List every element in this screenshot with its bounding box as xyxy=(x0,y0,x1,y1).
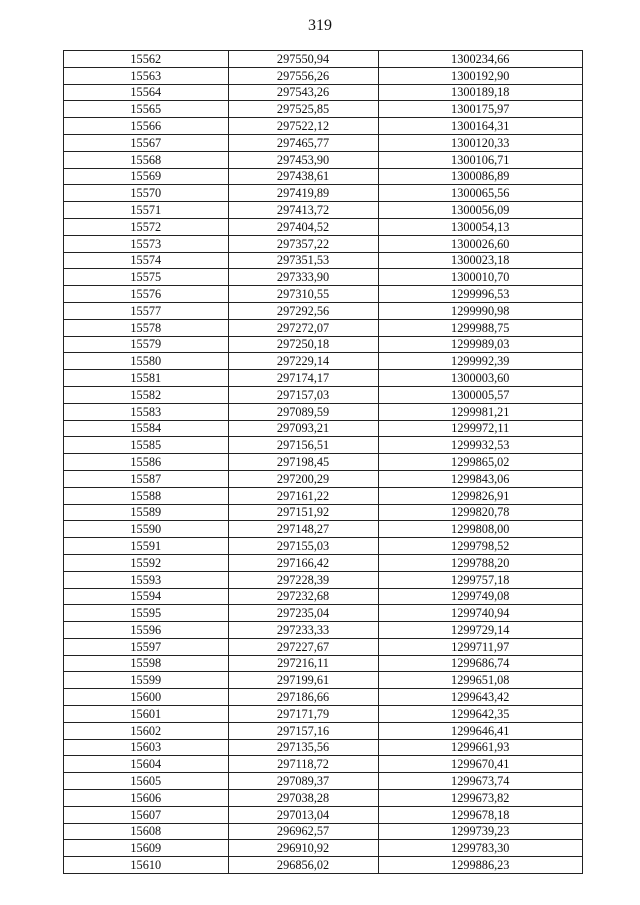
point-number-cell: 15608 xyxy=(64,823,229,840)
table-row xyxy=(64,571,583,588)
table-row xyxy=(64,739,583,756)
table-row xyxy=(64,202,583,219)
point-number-cell: 15590 xyxy=(64,521,229,538)
point-number-cell: 15594 xyxy=(64,588,229,605)
y-coordinate-cell: 1299843,06 xyxy=(378,470,582,487)
x-coordinate-cell: 297543,26 xyxy=(228,84,378,101)
table-row xyxy=(64,168,583,185)
coordinates-table-body xyxy=(64,51,583,874)
x-coordinate-cell: 297227,67 xyxy=(228,638,378,655)
table-row xyxy=(64,756,583,773)
point-number-cell: 15602 xyxy=(64,722,229,739)
table-row xyxy=(64,504,583,521)
x-coordinate-cell: 297272,07 xyxy=(228,319,378,336)
x-coordinate-cell: 297465,77 xyxy=(228,134,378,151)
y-coordinate-cell: 1299972,11 xyxy=(378,420,582,437)
y-coordinate-cell: 1299661,93 xyxy=(378,739,582,756)
y-coordinate-cell: 1299678,18 xyxy=(378,806,582,823)
y-coordinate-cell: 1300106,71 xyxy=(378,151,582,168)
y-coordinate-cell: 1299820,78 xyxy=(378,504,582,521)
point-number-cell: 15603 xyxy=(64,739,229,756)
y-coordinate-cell: 1299651,08 xyxy=(378,672,582,689)
y-coordinate-cell: 1299808,00 xyxy=(378,521,582,538)
point-number-cell: 15592 xyxy=(64,554,229,571)
x-coordinate-cell: 296856,02 xyxy=(228,857,378,874)
table-row xyxy=(64,353,583,370)
point-number-cell: 15601 xyxy=(64,706,229,723)
x-coordinate-cell: 297089,59 xyxy=(228,403,378,420)
y-coordinate-cell: 1299643,42 xyxy=(378,689,582,706)
table-row xyxy=(64,806,583,823)
y-coordinate-cell: 1299729,14 xyxy=(378,622,582,639)
x-coordinate-cell: 297038,28 xyxy=(228,790,378,807)
y-coordinate-cell: 1300175,97 xyxy=(378,101,582,118)
table-row xyxy=(64,134,583,151)
x-coordinate-cell: 297198,45 xyxy=(228,454,378,471)
table-row xyxy=(64,521,583,538)
y-coordinate-cell: 1300234,66 xyxy=(378,51,582,68)
table-row xyxy=(64,252,583,269)
y-coordinate-cell: 1299749,08 xyxy=(378,588,582,605)
y-coordinate-cell: 1300003,60 xyxy=(378,370,582,387)
table-row xyxy=(64,437,583,454)
x-coordinate-cell: 296962,57 xyxy=(228,823,378,840)
y-coordinate-cell: 1299989,03 xyxy=(378,336,582,353)
x-coordinate-cell: 297118,72 xyxy=(228,756,378,773)
y-coordinate-cell: 1300086,89 xyxy=(378,168,582,185)
x-coordinate-cell: 297556,26 xyxy=(228,67,378,84)
point-number-cell: 15574 xyxy=(64,252,229,269)
x-coordinate-cell: 297151,92 xyxy=(228,504,378,521)
table-row xyxy=(64,218,583,235)
table-row xyxy=(64,67,583,84)
x-coordinate-cell: 297351,53 xyxy=(228,252,378,269)
table-row xyxy=(64,622,583,639)
table-row xyxy=(64,840,583,857)
point-number-cell: 15604 xyxy=(64,756,229,773)
y-coordinate-cell: 1299739,23 xyxy=(378,823,582,840)
table-row xyxy=(64,336,583,353)
point-number-cell: 15607 xyxy=(64,806,229,823)
x-coordinate-cell: 297089,37 xyxy=(228,773,378,790)
point-number-cell: 15589 xyxy=(64,504,229,521)
point-number-cell: 15573 xyxy=(64,235,229,252)
x-coordinate-cell: 297156,51 xyxy=(228,437,378,454)
point-number-cell: 15587 xyxy=(64,470,229,487)
point-number-cell: 15572 xyxy=(64,218,229,235)
table-row xyxy=(64,286,583,303)
point-number-cell: 15586 xyxy=(64,454,229,471)
x-coordinate-cell: 297235,04 xyxy=(228,605,378,622)
point-number-cell: 15584 xyxy=(64,420,229,437)
table-row xyxy=(64,235,583,252)
point-number-cell: 15575 xyxy=(64,269,229,286)
point-number-cell: 15591 xyxy=(64,538,229,555)
y-coordinate-cell: 1299826,91 xyxy=(378,487,582,504)
y-coordinate-cell: 1299992,39 xyxy=(378,353,582,370)
table-row xyxy=(64,588,583,605)
point-number-cell: 15585 xyxy=(64,437,229,454)
x-coordinate-cell: 297228,39 xyxy=(228,571,378,588)
x-coordinate-cell: 297200,29 xyxy=(228,470,378,487)
y-coordinate-cell: 1299783,30 xyxy=(378,840,582,857)
x-coordinate-cell: 297174,17 xyxy=(228,370,378,387)
x-coordinate-cell: 297404,52 xyxy=(228,218,378,235)
x-coordinate-cell: 297093,21 xyxy=(228,420,378,437)
y-coordinate-cell: 1299981,21 xyxy=(378,403,582,420)
point-number-cell: 15570 xyxy=(64,185,229,202)
x-coordinate-cell: 297229,14 xyxy=(228,353,378,370)
table-row xyxy=(64,706,583,723)
table-row xyxy=(64,118,583,135)
table-row xyxy=(64,605,583,622)
x-coordinate-cell: 297186,66 xyxy=(228,689,378,706)
x-coordinate-cell: 297171,79 xyxy=(228,706,378,723)
point-number-cell: 15597 xyxy=(64,638,229,655)
point-number-cell: 15569 xyxy=(64,168,229,185)
x-coordinate-cell: 297310,55 xyxy=(228,286,378,303)
table-row xyxy=(64,538,583,555)
y-coordinate-cell: 1300065,56 xyxy=(378,185,582,202)
point-number-cell: 15600 xyxy=(64,689,229,706)
x-coordinate-cell: 297333,90 xyxy=(228,269,378,286)
x-coordinate-cell: 297413,72 xyxy=(228,202,378,219)
x-coordinate-cell: 297550,94 xyxy=(228,51,378,68)
table-row xyxy=(64,386,583,403)
y-coordinate-cell: 1299996,53 xyxy=(378,286,582,303)
y-coordinate-cell: 1299932,53 xyxy=(378,437,582,454)
y-coordinate-cell: 1299886,23 xyxy=(378,857,582,874)
x-coordinate-cell: 296910,92 xyxy=(228,840,378,857)
x-coordinate-cell: 297292,56 xyxy=(228,302,378,319)
point-number-cell: 15599 xyxy=(64,672,229,689)
y-coordinate-cell: 1299740,94 xyxy=(378,605,582,622)
y-coordinate-cell: 1299798,52 xyxy=(378,538,582,555)
y-coordinate-cell: 1300026,60 xyxy=(378,235,582,252)
table-row xyxy=(64,470,583,487)
y-coordinate-cell: 1300056,09 xyxy=(378,202,582,219)
y-coordinate-cell: 1299673,74 xyxy=(378,773,582,790)
y-coordinate-cell: 1300054,13 xyxy=(378,218,582,235)
x-coordinate-cell: 297233,33 xyxy=(228,622,378,639)
y-coordinate-cell: 1300023,18 xyxy=(378,252,582,269)
table-row xyxy=(64,420,583,437)
table-row xyxy=(64,51,583,68)
page-number: 319 xyxy=(308,17,332,34)
y-coordinate-cell: 1299988,75 xyxy=(378,319,582,336)
point-number-cell: 15593 xyxy=(64,571,229,588)
y-coordinate-cell: 1299990,98 xyxy=(378,302,582,319)
point-number-cell: 15565 xyxy=(64,101,229,118)
point-number-cell: 15567 xyxy=(64,134,229,151)
table-row xyxy=(64,101,583,118)
y-coordinate-cell: 1299788,20 xyxy=(378,554,582,571)
x-coordinate-cell: 297419,89 xyxy=(228,185,378,202)
x-coordinate-cell: 297135,56 xyxy=(228,739,378,756)
table-row xyxy=(64,857,583,874)
table-row xyxy=(64,655,583,672)
table-row xyxy=(64,370,583,387)
point-number-cell: 15598 xyxy=(64,655,229,672)
y-coordinate-cell: 1299670,41 xyxy=(378,756,582,773)
point-number-cell: 15563 xyxy=(64,67,229,84)
point-number-cell: 15580 xyxy=(64,353,229,370)
y-coordinate-cell: 1299673,82 xyxy=(378,790,582,807)
x-coordinate-cell: 297161,22 xyxy=(228,487,378,504)
y-coordinate-cell: 1299646,41 xyxy=(378,722,582,739)
y-coordinate-cell: 1299757,18 xyxy=(378,571,582,588)
point-number-cell: 15566 xyxy=(64,118,229,135)
table-row xyxy=(64,487,583,504)
y-coordinate-cell: 1300164,31 xyxy=(378,118,582,135)
x-coordinate-cell: 297199,61 xyxy=(228,672,378,689)
table-row xyxy=(64,790,583,807)
table-row xyxy=(64,638,583,655)
point-number-cell: 15583 xyxy=(64,403,229,420)
x-coordinate-cell: 297357,22 xyxy=(228,235,378,252)
table-row xyxy=(64,689,583,706)
y-coordinate-cell: 1300192,90 xyxy=(378,67,582,84)
y-coordinate-cell: 1299686,74 xyxy=(378,655,582,672)
table-row xyxy=(64,151,583,168)
point-number-cell: 15568 xyxy=(64,151,229,168)
x-coordinate-cell: 297013,04 xyxy=(228,806,378,823)
table-row xyxy=(64,185,583,202)
point-number-cell: 15595 xyxy=(64,605,229,622)
y-coordinate-cell: 1299642,35 xyxy=(378,706,582,723)
x-coordinate-cell: 297148,27 xyxy=(228,521,378,538)
point-number-cell: 15610 xyxy=(64,857,229,874)
table-row xyxy=(64,269,583,286)
point-number-cell: 15581 xyxy=(64,370,229,387)
y-coordinate-cell: 1300189,18 xyxy=(378,84,582,101)
y-coordinate-cell: 1300120,33 xyxy=(378,134,582,151)
y-coordinate-cell: 1300010,70 xyxy=(378,269,582,286)
point-number-cell: 15562 xyxy=(64,51,229,68)
x-coordinate-cell: 297155,03 xyxy=(228,538,378,555)
table-row xyxy=(64,823,583,840)
point-number-cell: 15596 xyxy=(64,622,229,639)
table-row xyxy=(64,319,583,336)
table-row xyxy=(64,302,583,319)
point-number-cell: 15606 xyxy=(64,790,229,807)
point-number-cell: 15588 xyxy=(64,487,229,504)
x-coordinate-cell: 297522,12 xyxy=(228,118,378,135)
x-coordinate-cell: 297453,90 xyxy=(228,151,378,168)
table-row xyxy=(64,722,583,739)
point-number-cell: 15571 xyxy=(64,202,229,219)
x-coordinate-cell: 297232,68 xyxy=(228,588,378,605)
point-number-cell: 15578 xyxy=(64,319,229,336)
y-coordinate-cell: 1299865,02 xyxy=(378,454,582,471)
point-number-cell: 15577 xyxy=(64,302,229,319)
point-number-cell: 15564 xyxy=(64,84,229,101)
point-number-cell: 15605 xyxy=(64,773,229,790)
table-row xyxy=(64,84,583,101)
x-coordinate-cell: 297525,85 xyxy=(228,101,378,118)
table-row xyxy=(64,672,583,689)
table-row xyxy=(64,773,583,790)
point-number-cell: 15582 xyxy=(64,386,229,403)
x-coordinate-cell: 297216,11 xyxy=(228,655,378,672)
y-coordinate-cell: 1300005,57 xyxy=(378,386,582,403)
x-coordinate-cell: 297438,61 xyxy=(228,168,378,185)
y-coordinate-cell: 1299711,97 xyxy=(378,638,582,655)
table-row xyxy=(64,554,583,571)
point-number-cell: 15579 xyxy=(64,336,229,353)
x-coordinate-cell: 297157,16 xyxy=(228,722,378,739)
x-coordinate-cell: 297250,18 xyxy=(228,336,378,353)
x-coordinate-cell: 297157,03 xyxy=(228,386,378,403)
point-number-cell: 15576 xyxy=(64,286,229,303)
table-row xyxy=(64,403,583,420)
point-number-cell: 15609 xyxy=(64,840,229,857)
table-row xyxy=(64,454,583,471)
x-coordinate-cell: 297166,42 xyxy=(228,554,378,571)
coordinates-table xyxy=(63,50,583,874)
